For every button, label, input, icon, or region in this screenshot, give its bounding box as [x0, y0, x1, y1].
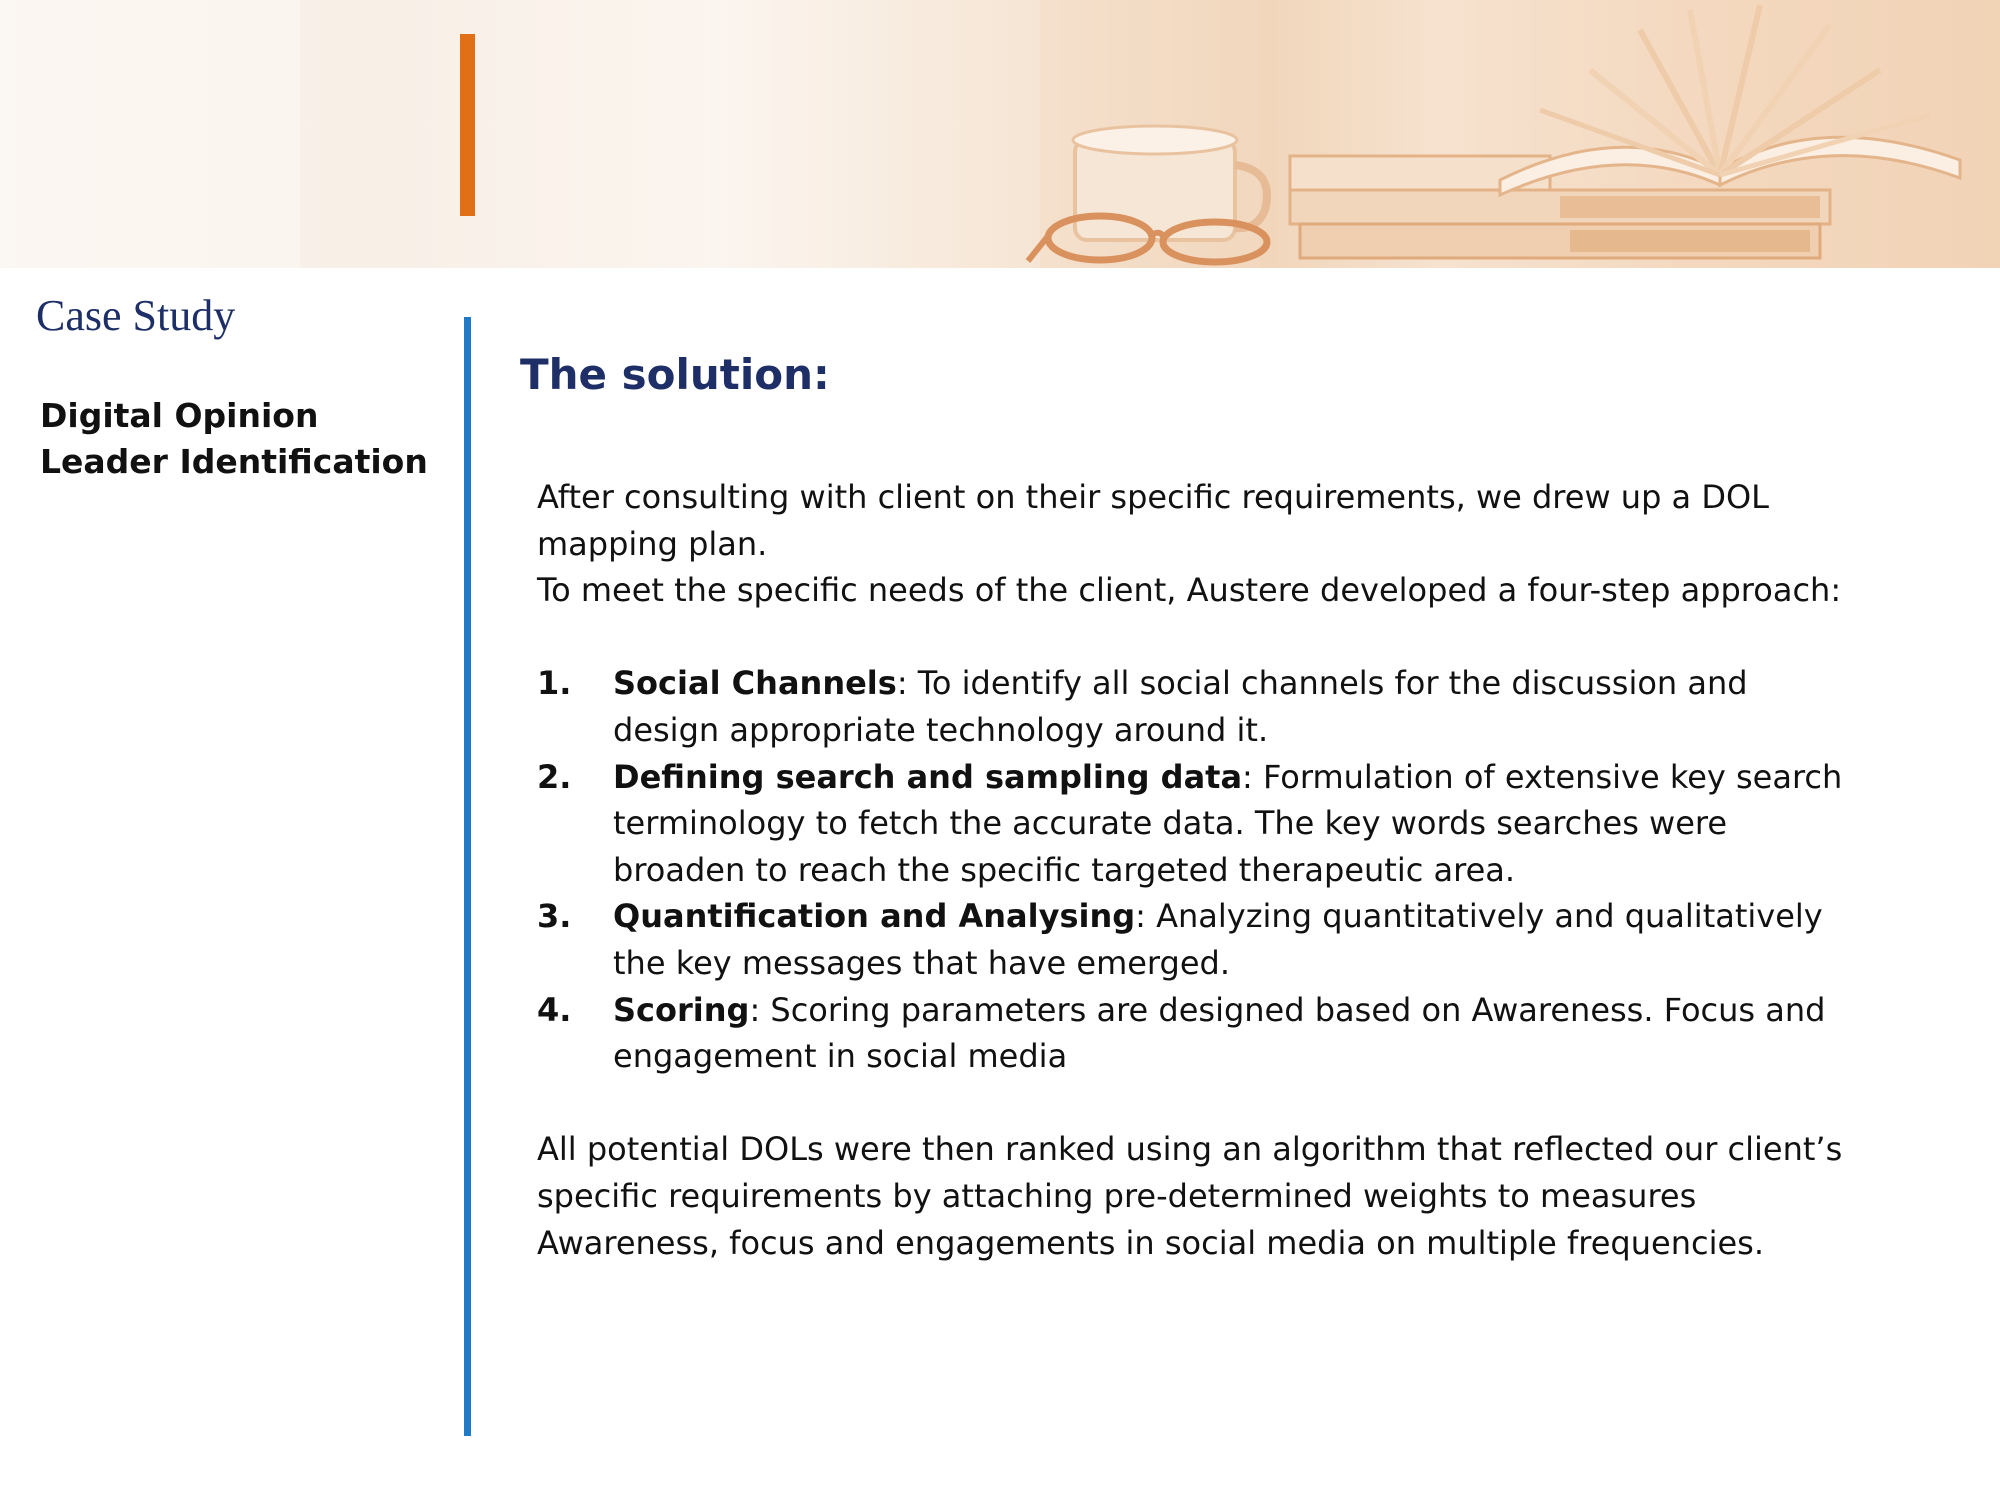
step-body	[613, 754, 1857, 894]
step-title: Quantification and Analysing	[613, 897, 1136, 936]
step-number: 3.	[537, 897, 572, 936]
step-number: 4.	[537, 990, 572, 1029]
banner-accent-bar	[460, 34, 475, 216]
case-study-label: Case Study	[36, 291, 236, 340]
header-banner-image	[0, 0, 2000, 268]
step-text: : To identify all social channels for the discussion and design appropriate technology around it.	[613, 664, 1748, 749]
step-title: Defining search and sampling data	[613, 757, 1243, 796]
step-body	[613, 987, 1857, 1080]
conclusion-paragraph: All potential DOLs were then ranked using an algorithm that reflected our client’s specific requirements by attaching pre-determined weights to measures Awareness, focus and engagements in social media on multiple frequencies.	[537, 1130, 1843, 1262]
step-number: 2.	[537, 757, 572, 796]
step-item	[537, 660, 1857, 753]
step-number: 1.	[537, 664, 572, 703]
step-item	[537, 987, 1857, 1080]
case-study-title: Digital Opinion Leader Identification	[40, 396, 428, 481]
spacer	[537, 1080, 1857, 1127]
step-text: : Scoring parameters are designed based on Awareness. Focus and engagement in social media	[613, 990, 1826, 1076]
step-item	[537, 893, 1857, 986]
step-text: : Formulation of extensive key search terminology to fetch the accurate data. The key words searches were broaden to reach the specific targeted therapeutic area.	[613, 757, 1843, 889]
section-heading: The solution:	[520, 350, 830, 399]
step-item	[537, 754, 1857, 894]
step-text: : Analyzing quantitatively and qualitatively the key messages that have emerged.	[613, 897, 1823, 982]
approach-steps-list	[537, 660, 1857, 1079]
intro-paragraph-2: To meet the specific needs of the client, Austere developed a four-step approach:	[537, 571, 1842, 610]
intro-paragraph: After consulting with client on their specific requirements, we drew up a DOL mapping plan.	[537, 478, 1769, 563]
step-title: Social Channels	[613, 664, 897, 703]
vertical-divider	[464, 317, 471, 1436]
step-body	[613, 660, 1857, 753]
step-title: Scoring	[613, 990, 750, 1029]
solution-body	[537, 474, 1857, 1266]
spacer	[537, 614, 1857, 661]
step-body	[613, 893, 1857, 986]
books-and-cup-illustration	[0, 0, 2000, 268]
